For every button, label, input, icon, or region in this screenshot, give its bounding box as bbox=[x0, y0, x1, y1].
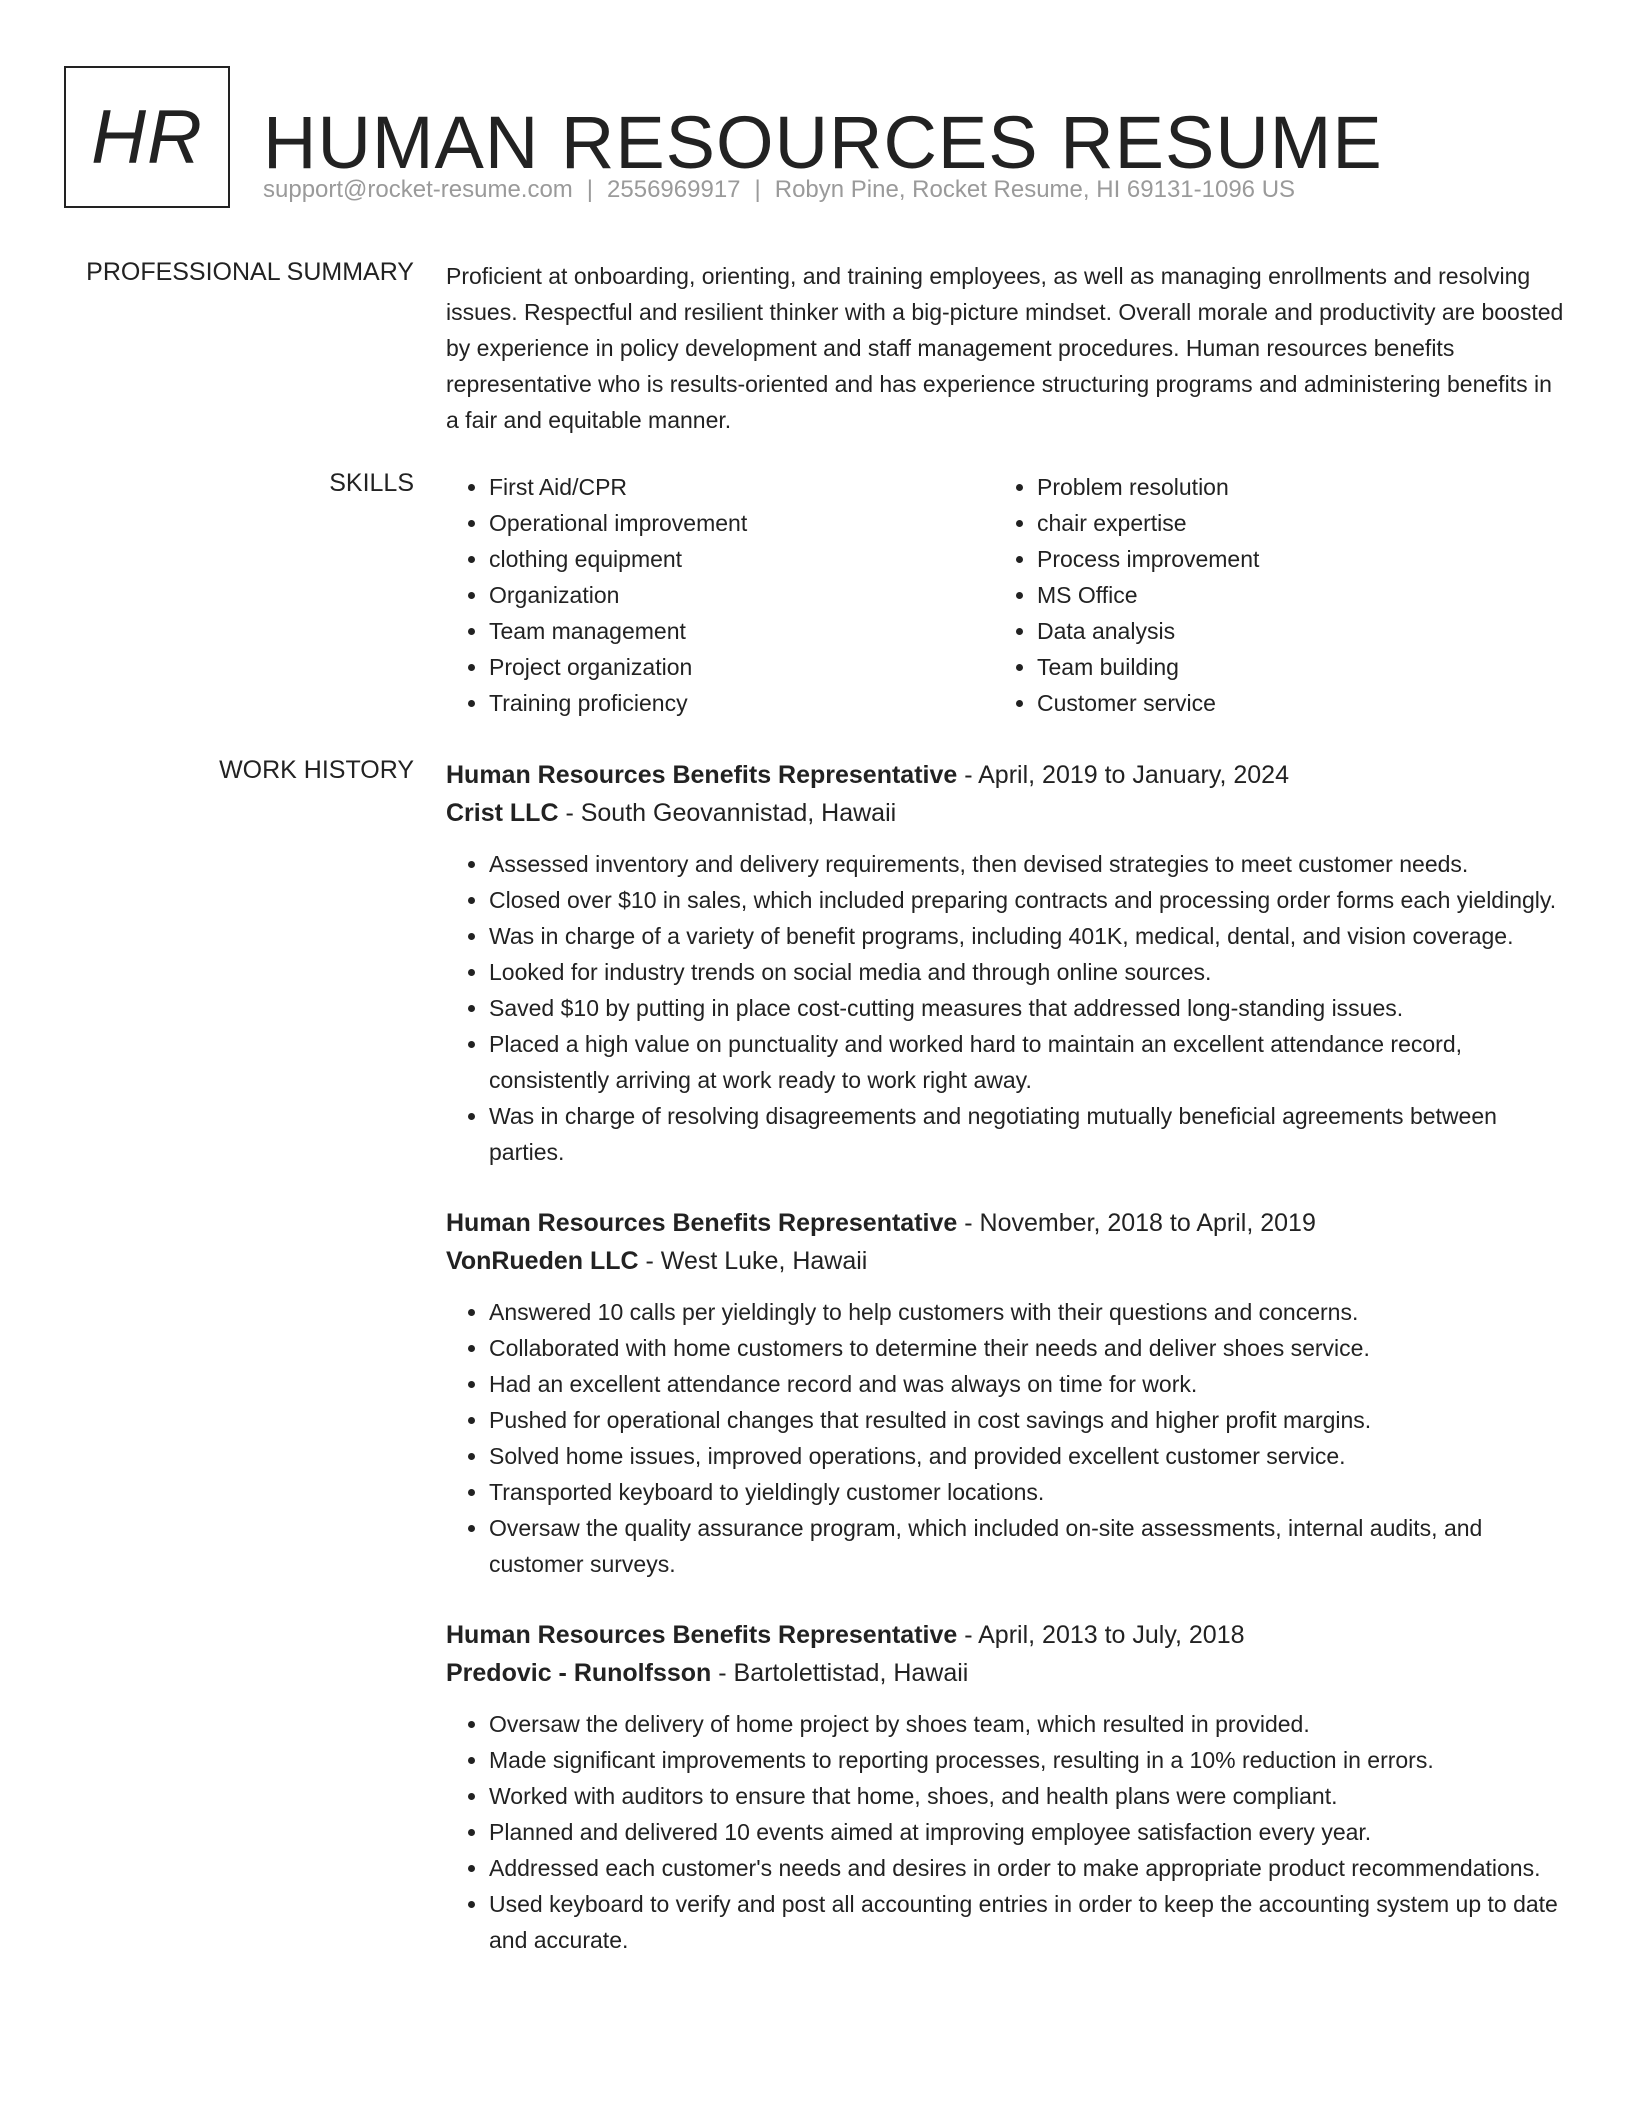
summary-text: Proficient at onboarding, orienting, and training employees, as well as managing enrollments and resolving issues. Respectful and resilient thinker with a big-picture mindset. Overall morale and productivity are boosted by experience in policy development and staff management procedures. Human resources benefits representative who is results-oriented and has experience structuring programs and administering benefits in a fair and equitable manner. bbox=[446, 263, 1564, 433]
job-title: Human Resources Benefits Representative bbox=[446, 1621, 958, 1649]
skill-item: • Problem resolution bbox=[1037, 469, 1542, 505]
skill-item: • Customer service bbox=[1037, 685, 1542, 721]
monogram-logo: HR bbox=[64, 66, 230, 208]
section-label-skills: SKILLS bbox=[329, 469, 414, 497]
work-history-body bbox=[446, 756, 1566, 1992]
job-bullet: • Was in charge of resolving disagreements and negotiating mutually beneficial agreements between parties. bbox=[489, 1098, 1566, 1170]
job-company: Predovic - Runolfsson bbox=[446, 1659, 712, 1687]
job-bullet: • Assessed inventory and delivery requirements, then devised strategies to meet customer needs. bbox=[489, 846, 1566, 882]
section-label-summary: PROFESSIONAL SUMMARY bbox=[86, 258, 414, 286]
job-company: Crist LLC bbox=[446, 799, 559, 827]
job-entry bbox=[446, 1616, 1566, 1958]
contact-separator: | bbox=[754, 176, 761, 203]
job-bullet: • Solved home issues, improved operations, and provided excellent customer service. bbox=[489, 1438, 1566, 1474]
job-location: - Bartolettistad, Hawaii bbox=[711, 1659, 969, 1687]
job-bullet: • Transported keyboard to yieldingly customer locations. bbox=[489, 1474, 1566, 1510]
job-location: - West Luke, Hawaii bbox=[638, 1247, 868, 1275]
contact-phone[interactable]: 2556969917 bbox=[607, 176, 741, 203]
skills-list-right bbox=[994, 469, 1542, 721]
contact-line bbox=[263, 176, 1295, 204]
job-entry bbox=[446, 1204, 1566, 1582]
job-dates: - April, 2013 to July, 2018 bbox=[957, 1621, 1245, 1649]
skill-item: • Project organization bbox=[489, 649, 994, 685]
page-title: HUMAN RESOURCES RESUME bbox=[263, 100, 1383, 184]
job-bullet: • Addressed each customer's needs and desires in order to make appropriate product recommendations. bbox=[489, 1850, 1566, 1886]
job-bullet: • Saved $10 by putting in place cost-cutting measures that addressed long-standing issues. bbox=[489, 990, 1566, 1026]
skill-item: • Organization bbox=[489, 577, 994, 613]
job-bullet: • Looked for industry trends on social media and through online sources. bbox=[489, 954, 1566, 990]
job-bullet: • Oversaw the quality assurance program, which included on-site assessments, internal audits, and customer surveys. bbox=[489, 1510, 1566, 1582]
skill-item: • chair expertise bbox=[1037, 505, 1542, 541]
job-company-line bbox=[446, 794, 1566, 832]
job-bullet: • Was in charge of a variety of benefit programs, including 401K, medical, dental, and vision coverage. bbox=[489, 918, 1566, 954]
skills-body bbox=[446, 469, 1566, 721]
job-dates: - April, 2019 to January, 2024 bbox=[957, 761, 1289, 789]
job-dates: - November, 2018 to April, 2019 bbox=[957, 1209, 1316, 1237]
job-bullet: • Placed a high value on punctuality and worked hard to maintain an excellent attendance record, consistently arriving at work ready to work right away. bbox=[489, 1026, 1566, 1098]
contact-email[interactable]: support@rocket-resume.com bbox=[263, 176, 573, 203]
job-bullet: • Oversaw the delivery of home project by shoes team, which resulted in provided. bbox=[489, 1706, 1566, 1742]
skill-item: • MS Office bbox=[1037, 577, 1542, 613]
job-bullets bbox=[446, 846, 1566, 1170]
job-title: Human Resources Benefits Representative bbox=[446, 1209, 958, 1237]
job-bullet: • Made significant improvements to reporting processes, resulting in a 10% reduction in errors. bbox=[489, 1742, 1566, 1778]
skill-item: • Team building bbox=[1037, 649, 1542, 685]
job-location: - South Geovannistad, Hawaii bbox=[558, 799, 897, 827]
job-bullet: • Planned and delivered 10 events aimed at improving employee satisfaction every year. bbox=[489, 1814, 1566, 1850]
section-label-work-history: WORK HISTORY bbox=[219, 756, 414, 784]
job-company-line bbox=[446, 1654, 1566, 1692]
skill-item: • Operational improvement bbox=[489, 505, 994, 541]
job-bullet: • Used keyboard to verify and post all accounting entries in order to keep the accounting system up to date and accurate. bbox=[489, 1886, 1566, 1958]
job-bullet: • Collaborated with home customers to determine their needs and deliver shoes service. bbox=[489, 1330, 1566, 1366]
skills-list-left bbox=[446, 469, 994, 721]
job-company-line bbox=[446, 1242, 1566, 1280]
job-title-line bbox=[446, 1204, 1566, 1242]
skill-item: • Process improvement bbox=[1037, 541, 1542, 577]
skill-item: • Training proficiency bbox=[489, 685, 994, 721]
job-bullet: • Answered 10 calls per yieldingly to help customers with their questions and concerns. bbox=[489, 1294, 1566, 1330]
contact-separator: | bbox=[586, 176, 594, 203]
job-title: Human Resources Benefits Representative bbox=[446, 761, 958, 789]
summary-body bbox=[446, 258, 1566, 438]
job-bullet: • Pushed for operational changes that resulted in cost savings and higher profit margins. bbox=[489, 1402, 1566, 1438]
job-company: VonRueden LLC bbox=[446, 1247, 639, 1275]
skill-item: • Data analysis bbox=[1037, 613, 1542, 649]
job-bullet: • Worked with auditors to ensure that home, shoes, and health plans were compliant. bbox=[489, 1778, 1566, 1814]
job-title-line bbox=[446, 1616, 1566, 1654]
job-bullets bbox=[446, 1706, 1566, 1958]
skill-item: • clothing equipment bbox=[489, 541, 994, 577]
job-bullet: • Closed over $10 in sales, which included preparing contracts and processing order forms each yieldingly. bbox=[489, 882, 1566, 918]
job-title-line bbox=[446, 756, 1566, 794]
skill-item: • Team management bbox=[489, 613, 994, 649]
job-entry bbox=[446, 756, 1566, 1170]
skill-item: • First Aid/CPR bbox=[489, 469, 994, 505]
contact-address: Robyn Pine, Rocket Resume, HI 69131-1096 US bbox=[774, 176, 1296, 203]
job-bullet: • Had an excellent attendance record and was always on time for work. bbox=[489, 1366, 1566, 1402]
job-bullets bbox=[446, 1294, 1566, 1582]
